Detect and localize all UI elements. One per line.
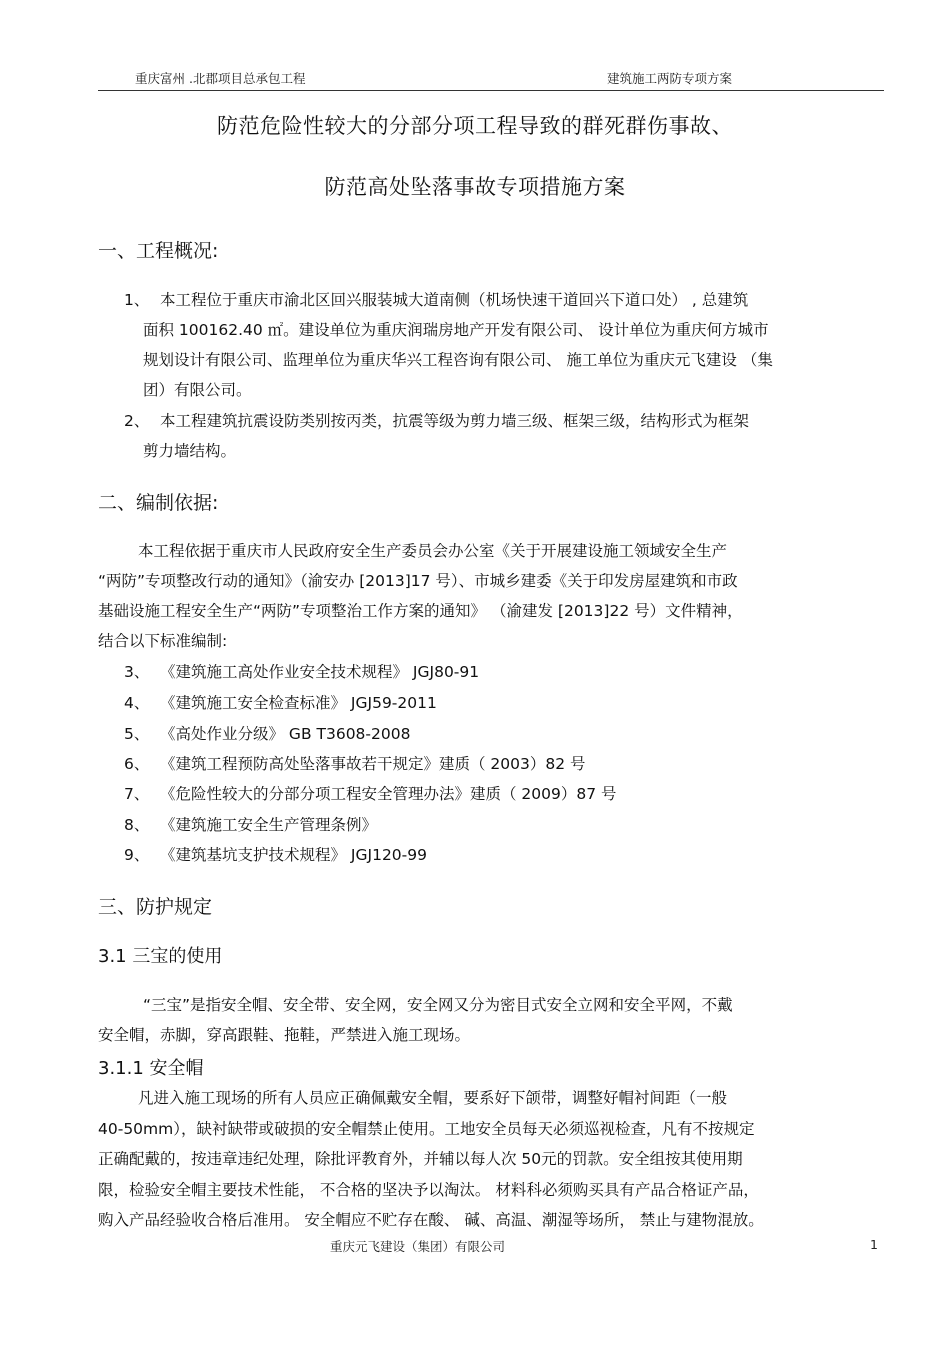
- paragraph-line: 面积 100162.40 ㎡。建设单位为重庆润瑞房地产开发有限公司、 设计单位为重庆何方城市: [143, 321, 769, 339]
- standard-list-item: 《建筑施工高处作业安全技术规程》 JGJ80-91: [160, 663, 480, 681]
- list-item-number: 4、: [124, 694, 150, 712]
- page-number: 1: [870, 1237, 878, 1252]
- list-item-number: 1、: [124, 291, 150, 309]
- list-item-number: 7、: [124, 785, 150, 803]
- paragraph-line: 团）有限公司。: [143, 381, 252, 399]
- standard-list-item: 《建筑工程预防高处坠落事故若干规定》建质（ 2003）82 号: [160, 755, 586, 773]
- section-2-heading: 二、编制依据:: [98, 492, 219, 514]
- header-project-name: 重庆富州 .北郡项目总承包工程: [135, 71, 306, 86]
- standard-list-item: 《高处作业分级》 GB T3608-2008: [160, 725, 411, 743]
- list-item-number: 9、: [124, 846, 150, 864]
- footer-company: 重庆元飞建设（集团）有限公司: [330, 1239, 506, 1254]
- standard-list-item: 《建筑基坑支护技术规程》 JGJ120-99: [160, 846, 427, 864]
- paragraph-line: 本工程建筑抗震设防类别按丙类，抗震等级为剪力墙三级、框架三级，结构形式为框架: [160, 412, 750, 430]
- section-1-heading: 一、工程概况:: [98, 240, 219, 262]
- standard-list-item: 《建筑施工安全生产管理条例》: [160, 816, 378, 834]
- document-title-line-1: 防范危险性较大的分部分项工程导致的群死群伤事故、: [217, 114, 733, 138]
- section-3-1-heading: 3.1 三宝的使用: [98, 946, 223, 967]
- section-3-1-1-heading: 3.1.1 安全帽: [98, 1058, 204, 1079]
- standard-list-item: 《建筑施工安全检查标准》 JGJ59-2011: [160, 694, 437, 712]
- section-3-heading: 三、防护规定: [98, 896, 213, 918]
- standard-list-item: 《危险性较大的分部分项工程安全管理办法》建质（ 2009）87 号: [160, 785, 617, 803]
- header-divider: [98, 90, 884, 91]
- paragraph-line: 凡进入施工现场的所有人员应正确佩戴安全帽，要系好下颌带，调整好帽衬间距（一般: [138, 1089, 728, 1107]
- paragraph-line: 规划设计有限公司、监理单位为重庆华兴工程咨询有限公司、 施工单位为重庆元飞建设 （集: [143, 351, 773, 369]
- document-title-line-2: 防范高处坠落事故专项措施方案: [324, 175, 626, 199]
- list-item-number: 5、: [124, 725, 150, 743]
- paragraph-line: “两防”专项整改行动的通知》（渝安办 [2013]17 号）、市城乡建委《关于印发房屋建筑和市政: [98, 572, 738, 590]
- list-item-number: 6、: [124, 755, 150, 773]
- paragraph-line: 购入产品经验收合格后准用。 安全帽应不贮存在酸、 碱、高温、潮湿等场所， 禁止与建物混放。: [98, 1211, 764, 1229]
- paragraph-line: 限，检验安全帽主要技术性能， 不合格的坚决予以淘汰。 材料科必须购买具有产品合格证产品，: [98, 1181, 759, 1199]
- paragraph-line: 本工程依据于重庆市人民政府安全生产委员会办公室《关于开展建设施工领域安全生产: [138, 542, 728, 560]
- paragraph-line: 本工程位于重庆市渝北区回兴服装城大道南侧（机场快速干道回兴下道口处） , 总建筑: [160, 291, 749, 309]
- paragraph-line: 正确配戴的，按违章违纪处理，除批评教育外，并辅以每人次 50元的罚款。安全组按其使用期: [98, 1150, 743, 1168]
- list-item-number: 2、: [124, 412, 150, 430]
- paragraph-line: 剪力墙结构。: [143, 442, 237, 460]
- list-item-number: 3、: [124, 663, 150, 681]
- paragraph-line: 基础设施工程安全生产“两防”专项整治工作方案的通知》 （渝建发 [2013]22 号）文件精神，: [98, 602, 743, 620]
- paragraph-line: 40-50mm），缺衬缺带或破损的安全帽禁止使用。工地安全员每天必须巡视检查，凡有不按规定: [98, 1120, 755, 1138]
- paragraph-line: 安全帽，赤脚，穿高跟鞋、拖鞋，严禁进入施工现场。: [98, 1026, 471, 1044]
- paragraph-line: “三宝”是指安全帽、安全带、安全网，安全网又分为密目式安全立网和安全平网，不戴: [143, 996, 733, 1014]
- header-doc-name: 建筑施工两防专项方案: [607, 71, 733, 86]
- list-item-number: 8、: [124, 816, 150, 834]
- paragraph-line: 结合以下标准编制:: [98, 632, 228, 650]
